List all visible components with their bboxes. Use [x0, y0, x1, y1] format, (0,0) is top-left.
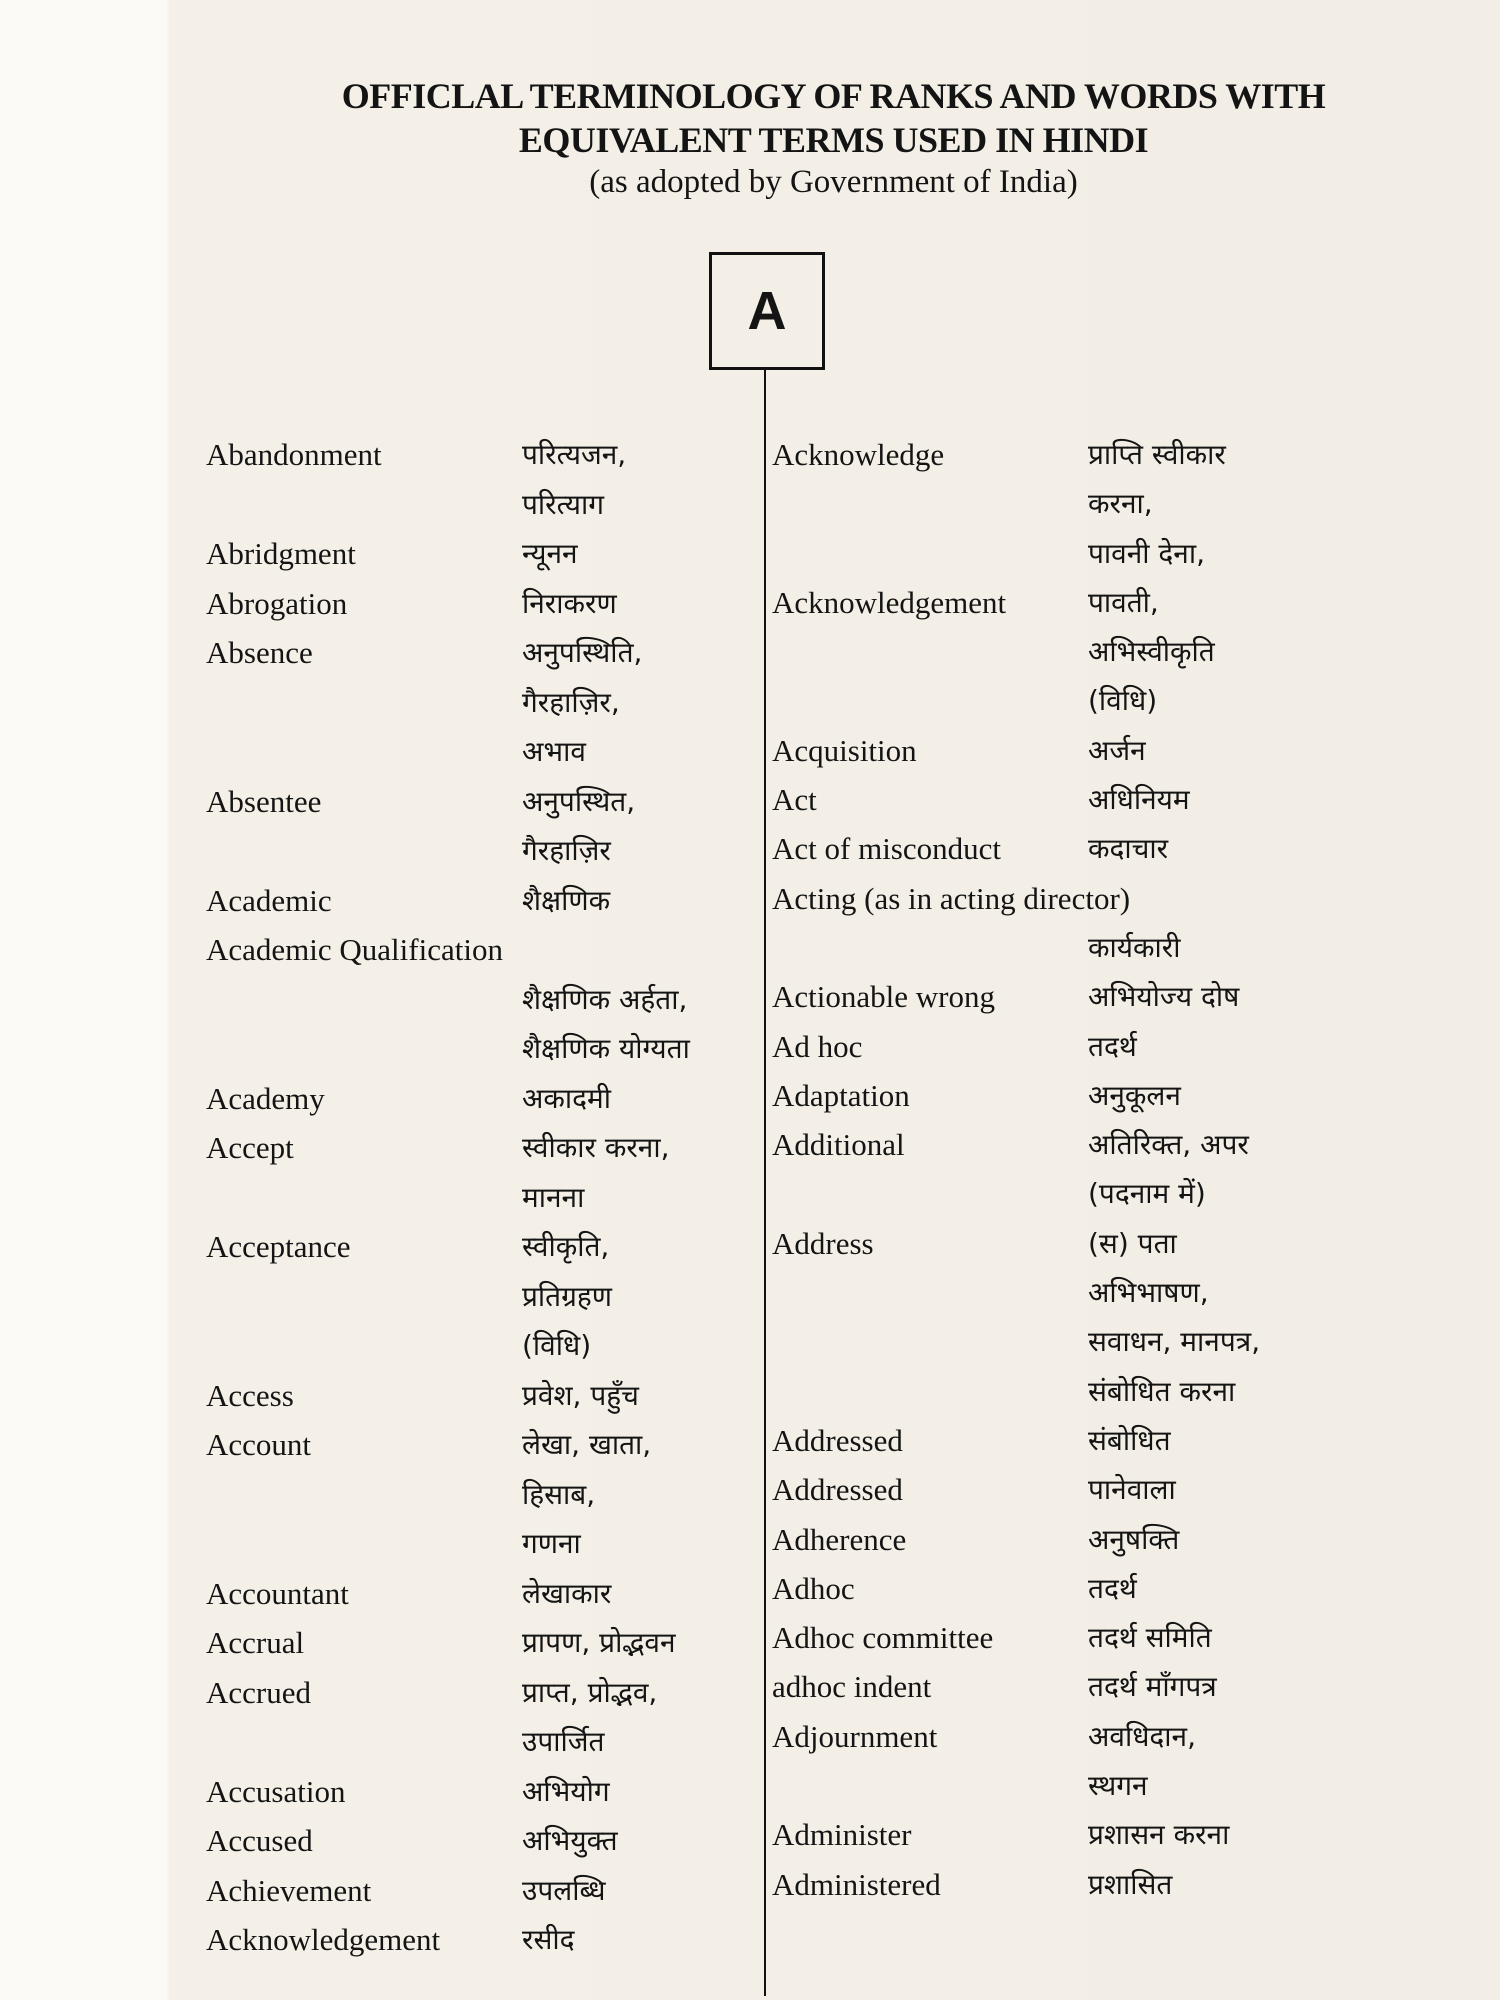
- english-term: Adaptation: [772, 1077, 910, 1113]
- hindi-equivalent: संबोधित करना: [1088, 1374, 1236, 1408]
- glossary-entry: [772, 1071, 1388, 1120]
- glossary-entry: [772, 1120, 1388, 1219]
- english-term: adhoc indent: [772, 1669, 932, 1705]
- english-term: Adherence: [772, 1521, 907, 1557]
- english-term: Adjournment: [772, 1718, 938, 1754]
- hindi-equivalent: अर्जन: [1088, 733, 1146, 767]
- section-letter-box: A: [709, 252, 825, 370]
- hindi-equivalent: अनुपस्थित,: [522, 784, 636, 818]
- english-term: Address: [772, 1225, 874, 1261]
- hindi-equivalent: स्वीकार करना,: [522, 1131, 670, 1164]
- glossary-entry: [772, 1416, 1388, 1465]
- hindi-equivalent: अकादमी: [522, 1081, 612, 1115]
- glossary-entry: [772, 1613, 1388, 1662]
- hindi-equivalent: (विधि): [522, 1329, 592, 1362]
- glossary-entry: [206, 876, 842, 926]
- english-term: Achievement: [206, 1872, 372, 1908]
- hindi-equivalent: उपलब्धि: [522, 1873, 606, 1907]
- glossary-entry: [772, 1022, 1388, 1071]
- english-term: Abandonment: [206, 437, 382, 472]
- hindi-equivalent: अतिरिक्त, अपर: [1088, 1128, 1249, 1162]
- hindi-equivalent: निराकरण: [522, 586, 617, 620]
- glossary-entry: [772, 1219, 1388, 1416]
- hindi-equivalent: परित्याग: [522, 487, 604, 521]
- hindi-equivalent: पानेवाला: [1088, 1473, 1176, 1507]
- hindi-equivalent: प्रवेश, पहुँच: [522, 1378, 639, 1412]
- glossary-entry: [772, 1564, 1388, 1613]
- hindi-equivalent: लेखा, खाता,: [522, 1428, 652, 1461]
- hindi-equivalent: सवाधन, मानपत्र,: [1088, 1325, 1261, 1359]
- english-term: Abridgment: [206, 536, 356, 571]
- hindi-equivalent: गैरहाज़िर,: [522, 685, 620, 719]
- glossary-entry: [772, 775, 1388, 824]
- glossary-entry: [206, 1371, 842, 1421]
- glossary-entry: [772, 578, 1388, 726]
- english-term: Academic: [206, 882, 332, 918]
- english-term: Administer: [772, 1817, 912, 1853]
- hindi-equivalent: उपार्जित: [522, 1725, 605, 1758]
- hindi-equivalent: अनुषक्ति: [1088, 1522, 1180, 1556]
- hindi-equivalent: (स) पता: [1088, 1226, 1177, 1260]
- hindi-equivalent: प्रशासित: [1088, 1867, 1173, 1901]
- english-term: Acquisition: [772, 732, 917, 768]
- hindi-equivalent: प्रतिग्रहण: [522, 1279, 613, 1313]
- glossary-entry: [772, 1465, 1388, 1514]
- right-glossary-column: [772, 430, 1388, 1909]
- english-term: Accrual: [206, 1625, 305, 1660]
- glossary-entry: [206, 1420, 842, 1569]
- hindi-equivalent: रसीद: [522, 1923, 575, 1956]
- hindi-equivalent: शैक्षणिक: [522, 883, 611, 917]
- english-term: Adhoc: [772, 1570, 855, 1606]
- hindi-equivalent: प्राप्ति स्वीकार: [1088, 438, 1226, 471]
- hindi-equivalent: अभाव: [522, 735, 586, 768]
- english-term: Adhoc committee: [772, 1620, 994, 1656]
- english-term: Accountant: [206, 1575, 349, 1611]
- page-title-line-1: OFFICLAL TERMINOLOGY OF RANKS AND WORDS WITH: [341, 76, 1326, 116]
- glossary-entry: [772, 1860, 1388, 1909]
- english-term: Acknowledgement: [206, 1922, 441, 1957]
- english-term: Actionable wrong: [772, 979, 995, 1015]
- hindi-equivalent: प्रापण, प्रोद्भवन: [522, 1626, 676, 1659]
- hindi-equivalent: पावनी देना,: [1088, 536, 1205, 570]
- hindi-equivalent: गणना: [522, 1527, 581, 1560]
- glossary-entry: [206, 1767, 842, 1817]
- glossary-entry: [206, 1866, 842, 1916]
- english-term: Act: [772, 782, 817, 818]
- english-term: Ad hoc: [772, 1028, 863, 1064]
- glossary-entry: [206, 1618, 842, 1668]
- hindi-equivalent: तदर्थ: [1088, 1029, 1137, 1063]
- english-term: Absentee: [206, 783, 322, 819]
- hindi-equivalent: (विधि): [1088, 684, 1158, 718]
- glossary-entry: [772, 824, 1388, 873]
- page-title-line-2: EQUIVALENT TERMS USED IN HINDI: [518, 120, 1149, 160]
- glossary-entry: [772, 1515, 1388, 1564]
- glossary-entry: [206, 1816, 842, 1866]
- glossary-entry: [772, 430, 1388, 578]
- glossary-entry: [206, 579, 842, 629]
- glossary-entry: [206, 1569, 842, 1619]
- glossary-entry: [206, 1123, 842, 1222]
- glossary-entry: [206, 925, 842, 1074]
- hindi-equivalent: शैक्षणिक योग्यता: [522, 1032, 690, 1065]
- hindi-equivalent: मानना: [522, 1180, 585, 1214]
- hindi-equivalent: अभिस्वीकृति: [1088, 635, 1215, 669]
- english-term: Absence: [206, 635, 313, 670]
- hindi-equivalent: पावती,: [1088, 585, 1159, 619]
- glossary-entry: [206, 529, 842, 579]
- english-term: Additional: [772, 1127, 905, 1163]
- hindi-equivalent: अभियोज्य दोष: [1088, 980, 1240, 1014]
- left-glossary-column: [206, 430, 842, 1965]
- glossary-entry: [206, 1222, 842, 1371]
- hindi-equivalent: अभियोग: [522, 1774, 610, 1808]
- glossary-entry: [772, 972, 1388, 1021]
- english-term: Act of misconduct: [772, 831, 1002, 867]
- english-term: Accrued: [206, 1674, 311, 1710]
- english-term: Accused: [206, 1823, 313, 1858]
- english-term: Acknowledgement: [772, 584, 1007, 620]
- english-term: Account: [206, 1427, 312, 1462]
- hindi-equivalent: करना,: [1088, 487, 1153, 521]
- hindi-equivalent: लेखाकार: [522, 1576, 612, 1610]
- hindi-equivalent: तदर्थ समिति: [1088, 1621, 1212, 1655]
- hindi-equivalent: अनुपस्थिति,: [522, 636, 643, 669]
- hindi-equivalent: कदाचार: [1088, 832, 1169, 866]
- english-term: Acting (as in acting director): [772, 880, 1131, 916]
- english-term: Accusation: [206, 1773, 346, 1809]
- hindi-equivalent: संबोधित: [1088, 1423, 1171, 1457]
- hindi-equivalent: अभियुक्त: [522, 1824, 618, 1857]
- english-term: Addressed: [772, 1422, 903, 1458]
- glossary-entry: [206, 1074, 842, 1124]
- glossary-entry: [772, 1810, 1388, 1859]
- glossary-entry: [772, 726, 1388, 775]
- english-term: Acceptance: [206, 1229, 351, 1264]
- english-term: Access: [206, 1377, 294, 1413]
- hindi-equivalent: प्रशासन करना: [1088, 1818, 1230, 1852]
- english-term: Accept: [206, 1130, 294, 1165]
- hindi-equivalent: स्वीकृति,: [522, 1230, 610, 1263]
- glossary-entry: [206, 628, 842, 777]
- hindi-equivalent: गैरहाज़िर: [522, 834, 611, 867]
- hindi-equivalent: शैक्षणिक अर्हता,: [522, 982, 688, 1016]
- english-term: Academic Qualification: [206, 932, 503, 967]
- english-term: Academy: [206, 1080, 325, 1116]
- glossary-entry: [206, 1668, 842, 1767]
- hindi-equivalent: तदर्थ माँगपत्र: [1088, 1670, 1217, 1704]
- glossary-entry: [772, 1712, 1388, 1811]
- glossary-entry: [206, 1915, 842, 1965]
- hindi-equivalent: (पदनाम में): [1088, 1177, 1206, 1211]
- glossary-entry: [206, 430, 842, 529]
- english-term: Administered: [772, 1866, 941, 1902]
- hindi-equivalent: अभिभाषण,: [1088, 1276, 1209, 1310]
- hindi-equivalent: तदर्थ: [1088, 1571, 1137, 1605]
- hindi-equivalent: प्राप्त, प्रोद्भव,: [522, 1675, 658, 1709]
- hindi-equivalent: अनुकूलन: [1088, 1078, 1181, 1112]
- page-subtitle: (as adopted by Government of India): [589, 164, 1078, 200]
- hindi-equivalent: कार्यकारी: [1088, 930, 1181, 964]
- glossary-entry: [206, 777, 842, 876]
- english-term: Abrogation: [206, 585, 348, 621]
- english-term: Addressed: [772, 1472, 903, 1508]
- hindi-equivalent: अधिनियम: [1088, 783, 1190, 817]
- english-term: Acknowledge: [772, 437, 945, 472]
- hindi-equivalent: हिसाब,: [522, 1477, 596, 1511]
- glossary-entry: [772, 1662, 1388, 1711]
- hindi-equivalent: न्यूनन: [522, 537, 578, 570]
- hindi-equivalent: परित्यजन,: [522, 438, 627, 471]
- hindi-equivalent: अवधिदान,: [1088, 1719, 1196, 1753]
- glossary-entry: [772, 874, 1388, 973]
- hindi-equivalent: स्थगन: [1088, 1769, 1148, 1803]
